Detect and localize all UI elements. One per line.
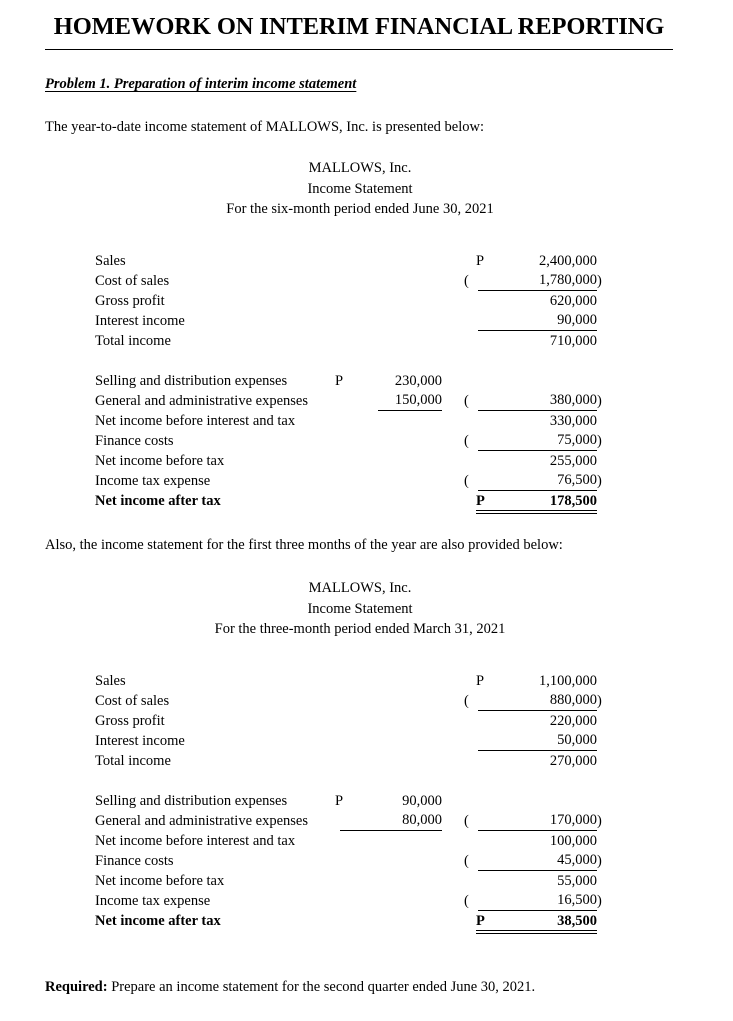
currency-symbol: P bbox=[476, 493, 485, 509]
main-amount: 16,500 bbox=[478, 891, 597, 911]
paren-close: ) bbox=[597, 893, 602, 909]
paren-open: ( bbox=[464, 473, 469, 489]
statement-row bbox=[0, 671, 733, 691]
statement-row bbox=[0, 751, 733, 771]
statement-2-table bbox=[0, 671, 733, 931]
row-label: Sales bbox=[95, 673, 126, 689]
main-amount: 2,400,000 bbox=[539, 253, 597, 269]
statement-1-title: Income Statement bbox=[307, 180, 413, 197]
statement-row bbox=[0, 691, 733, 711]
paren-open: ( bbox=[464, 893, 469, 909]
row-label: Interest income bbox=[95, 313, 185, 329]
page-title: HOMEWORK ON INTERIM FINANCIAL REPORTING bbox=[53, 13, 665, 40]
main-amount: 270,000 bbox=[549, 753, 597, 769]
statement-row bbox=[0, 851, 733, 871]
statement-row bbox=[0, 251, 733, 271]
paren-open: ( bbox=[464, 393, 469, 409]
statement-row bbox=[0, 891, 733, 911]
main-amount: 220,000 bbox=[549, 713, 597, 729]
row-label: Finance costs bbox=[95, 433, 174, 449]
row-label: Gross profit bbox=[95, 713, 165, 729]
main-amount: 1,780,000 bbox=[478, 271, 597, 291]
row-label: Income tax expense bbox=[95, 473, 211, 489]
row-label: Net income after tax bbox=[95, 913, 221, 929]
statement-1-period: For the six-month period ended June 30, 2021 bbox=[226, 201, 494, 217]
required-paragraph bbox=[45, 978, 535, 998]
problem-heading: Problem 1. Preparation of interim income statement bbox=[45, 76, 357, 92]
main-amount: 50,000 bbox=[478, 731, 597, 751]
main-amount: 90,000 bbox=[478, 311, 597, 331]
statement-2-company: MALLOWS, Inc. bbox=[308, 580, 412, 596]
row-label: Finance costs bbox=[95, 853, 174, 869]
row-label: General and administrative expenses bbox=[95, 813, 308, 829]
row-label: Sales bbox=[95, 253, 126, 269]
statement-row bbox=[0, 331, 733, 351]
statement-row bbox=[0, 451, 733, 471]
statement-row bbox=[0, 731, 733, 751]
main-amount: 880,000 bbox=[478, 691, 597, 711]
statement-row bbox=[0, 791, 733, 811]
statement-2-title: Income Statement bbox=[307, 600, 413, 617]
paren-open: ( bbox=[464, 693, 469, 709]
statement-row bbox=[0, 711, 733, 731]
paren-open: ( bbox=[464, 813, 469, 829]
title-divider bbox=[45, 49, 673, 50]
paren-open: ( bbox=[464, 433, 469, 449]
main-amount: 1,100,000 bbox=[539, 673, 597, 689]
mid-currency-symbol: P bbox=[335, 373, 344, 389]
statement-row bbox=[0, 311, 733, 331]
statement-row bbox=[0, 471, 733, 491]
paren-close: ) bbox=[597, 853, 602, 869]
spacer-row bbox=[0, 351, 733, 371]
main-amount: 100,000 bbox=[549, 833, 597, 849]
main-amount: 76,500 bbox=[478, 471, 597, 491]
statement-row bbox=[0, 871, 733, 891]
paren-open: ( bbox=[464, 853, 469, 869]
mid-amount: 90,000 bbox=[402, 793, 442, 809]
row-label: General and administrative expenses bbox=[95, 393, 308, 409]
main-amount: 178,500 bbox=[549, 493, 597, 509]
main-amount: 330,000 bbox=[549, 413, 597, 429]
main-amount: 255,000 bbox=[549, 453, 597, 469]
mid-amount: 80,000 bbox=[340, 811, 442, 831]
paren-close: ) bbox=[597, 433, 602, 449]
paren-close: ) bbox=[597, 693, 602, 709]
statement-row bbox=[0, 391, 733, 411]
statement-1-table bbox=[0, 251, 733, 511]
statement-row bbox=[0, 431, 733, 451]
statement-row bbox=[0, 271, 733, 291]
main-amount: 710,000 bbox=[549, 333, 597, 349]
paren-close: ) bbox=[597, 273, 602, 289]
main-amount: 75,000 bbox=[478, 431, 597, 451]
statement-row bbox=[0, 371, 733, 391]
paren-close: ) bbox=[597, 473, 602, 489]
statement-row bbox=[0, 811, 733, 831]
mid-currency-symbol: P bbox=[335, 793, 344, 809]
row-label: Net income before interest and tax bbox=[95, 413, 296, 429]
paren-close: ) bbox=[597, 813, 602, 829]
required-text: Prepare an income statement for the second quarter ended June 30, 2021. bbox=[107, 979, 536, 995]
main-amount: 55,000 bbox=[557, 873, 597, 889]
row-label: Net income after tax bbox=[95, 493, 221, 509]
statement-row bbox=[0, 491, 733, 511]
row-label: Net income before tax bbox=[95, 873, 225, 889]
statement-row bbox=[0, 831, 733, 851]
row-label: Total income bbox=[95, 333, 171, 349]
paren-close: ) bbox=[597, 393, 602, 409]
main-amount: 38,500 bbox=[557, 913, 597, 929]
row-label: Total income bbox=[95, 753, 171, 769]
statement-1-company: MALLOWS, Inc. bbox=[308, 160, 412, 176]
row-label: Selling and distribution expenses bbox=[95, 793, 288, 809]
row-label: Cost of sales bbox=[95, 273, 170, 289]
row-label: Interest income bbox=[95, 733, 185, 749]
row-label: Cost of sales bbox=[95, 693, 170, 709]
row-label: Income tax expense bbox=[95, 893, 211, 909]
paren-open: ( bbox=[464, 273, 469, 289]
spacer-row bbox=[0, 771, 733, 791]
statement-1-header bbox=[0, 158, 720, 220]
currency-symbol: P bbox=[476, 253, 485, 269]
main-amount: 620,000 bbox=[549, 293, 597, 309]
currency-symbol: P bbox=[476, 673, 485, 689]
main-amount: 380,000 bbox=[478, 391, 597, 411]
statement-2-header bbox=[0, 578, 720, 640]
row-label: Selling and distribution expenses bbox=[95, 373, 288, 389]
main-amount: 45,000 bbox=[478, 851, 597, 871]
row-label: Net income before interest and tax bbox=[95, 833, 296, 849]
main-amount: 170,000 bbox=[478, 811, 597, 831]
intro-paragraph-2: Also, the income statement for the first three months of the year are also provided below: bbox=[45, 537, 563, 553]
statement-row bbox=[0, 411, 733, 431]
required-label: Required: bbox=[45, 979, 108, 995]
mid-amount: 230,000 bbox=[394, 373, 442, 389]
row-label: Gross profit bbox=[95, 293, 165, 309]
statement-2-period: For the three-month period ended March 31, 2021 bbox=[214, 621, 506, 637]
mid-amount: 150,000 bbox=[378, 391, 442, 411]
intro-paragraph-1: The year-to-date income statement of MALLOWS, Inc. is presented below: bbox=[45, 119, 484, 135]
statement-row bbox=[0, 291, 733, 311]
statement-row bbox=[0, 911, 733, 931]
row-label: Net income before tax bbox=[95, 453, 225, 469]
currency-symbol: P bbox=[476, 913, 485, 929]
